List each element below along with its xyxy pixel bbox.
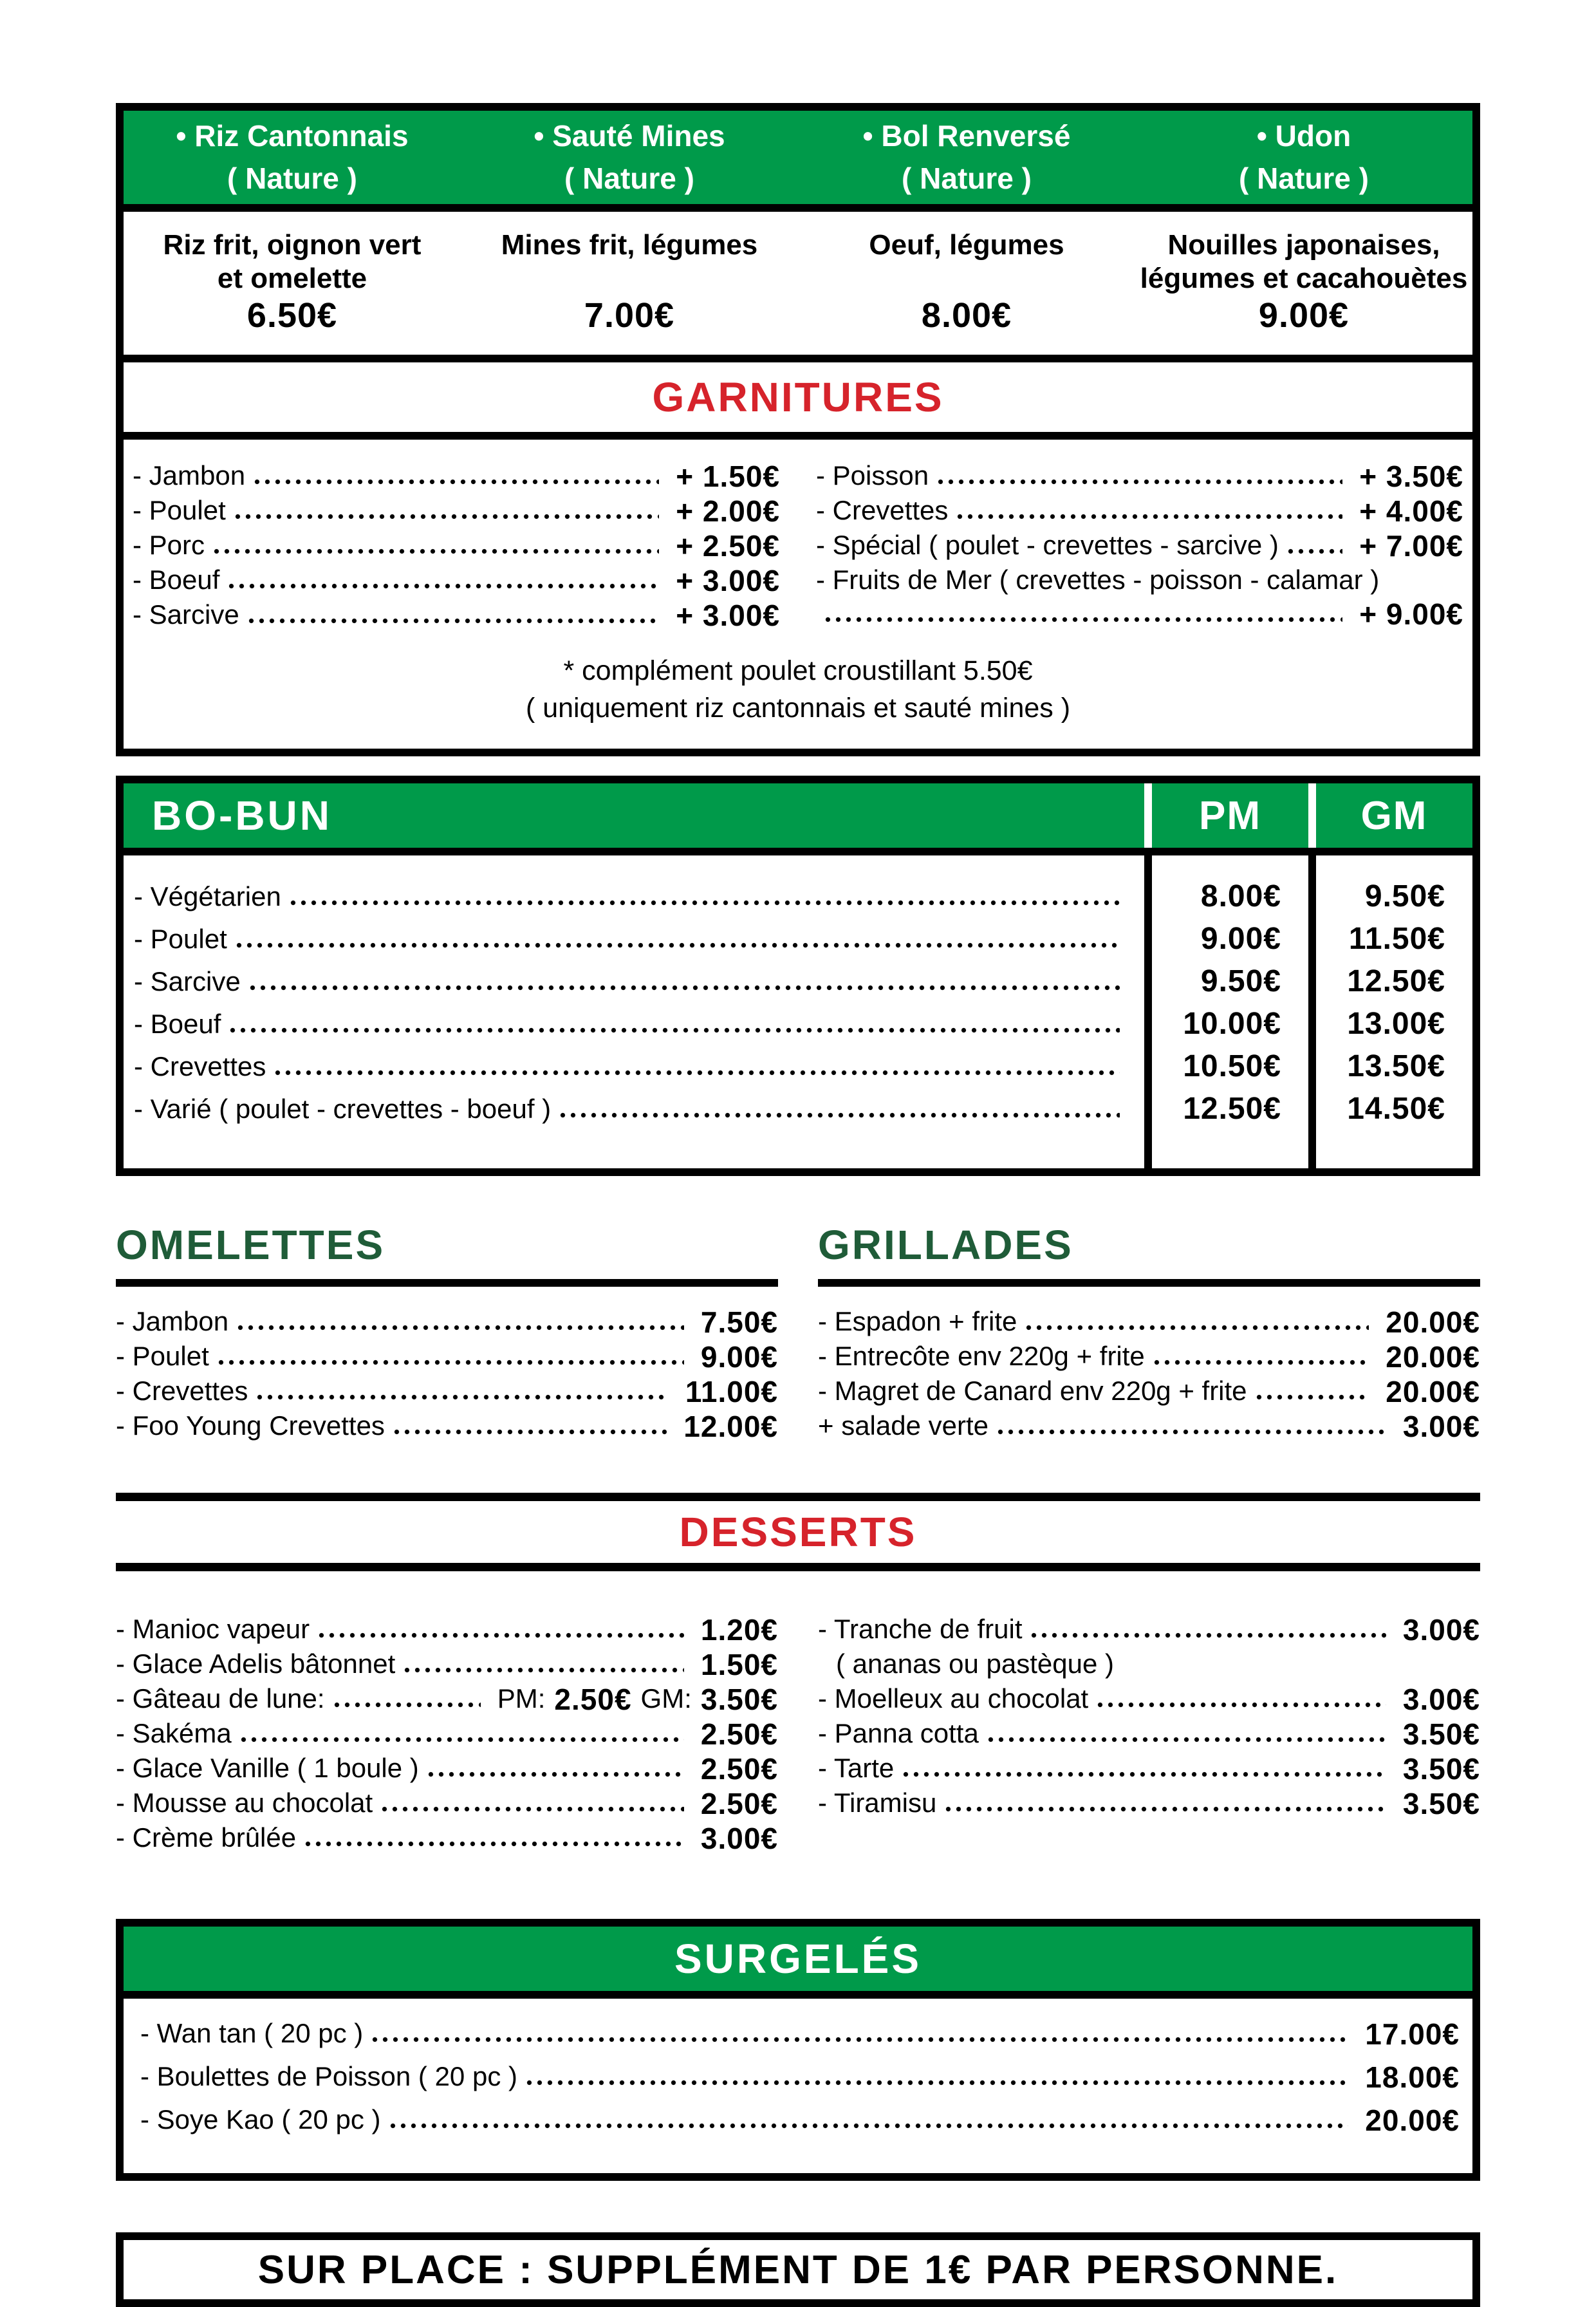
dotted-leader [241,1737,684,1742]
garnitures-right-column [816,460,1463,634]
menu-item-row [116,1375,778,1409]
item-label: - Sarcive [134,966,241,997]
item-price: 1.20€ [700,1613,778,1647]
item-label: - Mousse au chocolat [116,1788,373,1818]
item-label: - Crème brûlée [116,1822,297,1853]
menu-item-row [116,1341,778,1372]
item-label: - Tranche de fruit [818,1614,1023,1645]
dotted-leader [319,1632,684,1638]
menu-item-row [816,599,1463,629]
item-label: - Moelleux au chocolat [818,1683,1089,1714]
item-price: 7.50€ [700,1305,778,1340]
desserts-section [116,1493,1480,1857]
menu-item-row [133,565,780,595]
dotted-leader [560,1112,1120,1118]
item-price: 11.00€ [685,1375,778,1409]
menu-item-row [116,1648,778,1682]
menu-item-row [818,1305,1480,1340]
menu-item-row [116,1787,778,1821]
menu-item-row [818,1410,1480,1444]
pm-price: 10.00€ [1183,1007,1281,1041]
dotted-leader [214,548,659,554]
item-label: - Gâteau de lune: [116,1683,325,1714]
item-label: - Espadon + frite [818,1306,1017,1337]
description-line: Nouilles japonaises, [1167,229,1440,261]
dotted-leader [1031,1632,1386,1638]
item-label: - Boeuf [133,565,220,595]
plate-column-header [124,118,461,197]
item-label: - Porc [133,530,205,560]
menu-item-row [116,1305,778,1340]
item-label: - Boulettes de Poisson ( 20 pc ) [140,2061,517,2092]
item-label: - Tarte [818,1753,895,1784]
surgeles-items [124,1999,1472,2173]
dotted-leader [526,2080,1348,2086]
dotted-leader [248,618,660,624]
item-label: - Foo Young Crevettes [116,1410,385,1441]
garnitures-note [124,634,1472,749]
menu-item-row [818,1787,1480,1821]
grillades-items [818,1305,1480,1444]
plate-price: 9.00€ [1258,296,1350,335]
gm-price: 13.00€ [1347,1007,1445,1041]
omelettes-grillades-section [116,1221,1480,1445]
dotted-leader [290,900,1120,906]
description-line: et omelette [217,262,367,294]
omelettes-title: OMELETTES [116,1221,778,1287]
item-price: 3.00€ [700,1822,778,1856]
item-label: - Poulet [134,924,227,955]
menu-item-row [133,599,780,630]
item-label: - Crevettes [134,1051,266,1082]
description-line: Oeuf, légumes [869,229,1064,261]
pm-price: 8.00€ [1200,879,1281,914]
plates-header-bar [124,111,1472,204]
gm-price: 12.50€ [1347,964,1445,999]
desserts-right-column [818,1614,1480,1857]
dotted-leader [988,1737,1386,1742]
divider [116,1493,1480,1501]
dotted-leader [957,514,1342,519]
column-separator [1144,855,1152,1168]
plate-subtitle: ( Nature ) [564,161,694,195]
dotted-leader [938,479,1342,485]
divider [124,204,1472,212]
plate-description [1135,212,1472,294]
pm-price: 12.50€ [1183,1092,1281,1126]
item-label: - Fruits de Mer ( crevettes - poisson - calamar ) [816,565,1380,595]
item-label: - Végétarien [134,881,281,912]
plate-column [798,212,1135,355]
dotted-leader [382,1806,684,1812]
menu-item-row [818,1375,1480,1409]
dotted-leader [230,1027,1120,1033]
plate-price: 8.00€ [921,296,1012,335]
item-label: - Manioc vapeur [116,1614,310,1645]
item-label: - Soye Kao ( 20 pc ) [140,2104,381,2135]
item-price: 3.50€ [1402,1717,1480,1751]
size-label: GM: [640,1683,692,1714]
garnitures-left-column [133,460,780,634]
dotted-leader [334,1702,481,1708]
item-label: - Glace Vanille ( 1 boule ) [116,1753,419,1784]
plate-name: • Udon [1256,119,1351,153]
item-label: - Poisson [816,460,929,490]
bobun-title: BO-BUN [124,783,1144,848]
size-label: PM: [497,1683,546,1714]
plates-body [124,212,1472,355]
pm-price: 9.50€ [1200,964,1281,999]
item-label: - Crevettes [116,1376,248,1406]
plate-column [1135,212,1472,355]
dotted-leader [404,1667,684,1673]
dotted-leader [250,985,1120,991]
item-price: 2.50€ [700,1752,778,1786]
description-line: Mines frit, légumes [501,229,758,261]
dotted-leader [428,1771,684,1777]
plate-name: • Riz Cantonnais [176,119,409,153]
dotted-leader [305,1841,684,1847]
menu-item-row [133,495,780,526]
grillades-title: GRILLADES [818,1221,1480,1287]
column-gap [1308,783,1316,848]
item-price: 2.50€ [554,1683,632,1717]
pm-column-header: PM [1152,783,1308,848]
item-price: + 3.50€ [1359,460,1463,493]
item-label: - Boeuf [134,1009,221,1040]
gm-price: 14.50€ [1347,1092,1445,1126]
bobun-row [134,1009,1472,1040]
dotted-leader [1288,548,1342,554]
dotted-leader [903,1771,1386,1777]
plate-column [461,212,798,355]
note-line: ( uniquement riz cantonnais et sauté mines ) [525,693,1071,724]
item-price: 9.00€ [700,1340,778,1374]
dotted-leader [945,1806,1386,1812]
gm-price: 9.50€ [1364,879,1445,914]
menu-item-row [140,2060,1460,2095]
item-label: - Wan tan ( 20 pc ) [140,2018,364,2049]
menu-item-row [818,1341,1480,1372]
divider [116,1563,1480,1571]
menu-item-row [140,2104,1460,2138]
bobun-row [134,1094,1472,1125]
desserts-title-row [116,1501,1480,1563]
item-price: 12.00€ [683,1410,778,1444]
description-line: légumes et cacahouètes [1140,262,1468,294]
dotted-leader [372,2037,1348,2042]
dotted-leader [390,2123,1349,2129]
plate-column-header [1135,118,1472,197]
item-price: 18.00€ [1365,2060,1460,2095]
menu-item-row [818,1683,1480,1717]
item-price: + 7.00€ [1359,529,1463,563]
plate-price: 6.50€ [246,296,338,335]
item-price: 20.00€ [1365,2104,1460,2138]
item-price: 20.00€ [1386,1375,1480,1409]
item-price: 3.00€ [1402,1410,1480,1444]
dotted-leader [394,1429,667,1435]
item-label: - Magret de Canard env 220g + frite [818,1376,1247,1406]
item-label: - Spécial ( poulet - crevettes - sarcive ) [816,530,1279,560]
bobun-row [134,881,1472,912]
menu-item-row [816,460,1463,491]
menu-item-row [816,565,1463,595]
plate-column [124,212,461,355]
bobun-header-bar [124,783,1472,848]
item-label: - Entrecôte env 220g + frite [818,1341,1145,1372]
item-label: - Sarcive [133,599,239,630]
menu-item-row [140,2018,1460,2049]
menu-item-row [116,1410,778,1444]
item-price: 3.50€ [700,1683,778,1717]
item-price: + 1.50€ [676,460,780,493]
menu-item-row [133,460,780,491]
plate-description [798,212,1135,290]
dotted-leader [228,583,659,589]
item-price: + 3.00€ [676,564,780,597]
item-label: - Sakéma [116,1718,232,1749]
gm-column-header: GM [1316,783,1472,848]
note-line: * complément poulet croustillant 5.50€ [563,655,1033,686]
item-price: 3.50€ [1402,1787,1480,1821]
divider [124,848,1472,855]
menu-item-row [818,1718,1480,1749]
dotted-leader [235,514,659,519]
item-price: + 9.00€ [1359,597,1463,631]
desserts-left-column [116,1614,778,1857]
dotted-leader [1026,1325,1369,1331]
surgeles-title-bar [124,1927,1472,1991]
plates-and-garnitures-box [116,103,1480,756]
dotted-leader [998,1429,1386,1435]
surgeles-title: SURGELÉS [674,1936,922,1983]
bobun-label-cell [134,1009,1144,1040]
garnitures-items [124,440,1472,634]
plate-name: • Bol Renversé [862,119,1071,153]
plate-column-header [461,118,798,197]
item-price: 20.00€ [1386,1340,1480,1374]
plate-description [461,212,798,290]
item-label: + salade verte [818,1410,989,1441]
item-price: 2.50€ [700,1717,778,1751]
item-label: - Glace Adelis bâtonnet [116,1649,396,1679]
item-price: 3.00€ [1402,1683,1480,1717]
pm-price: 9.00€ [1200,922,1281,957]
menu-item-row [818,1649,1480,1679]
bobun-label-cell [134,924,1144,955]
plate-subtitle: ( Nature ) [227,161,357,195]
item-price: + 2.00€ [676,494,780,528]
grillades-column [818,1221,1480,1445]
item-label: - Jambon [116,1306,229,1337]
menu-item-row [816,495,1463,526]
surgeles-box [116,1919,1480,2181]
item-price: 17.00€ [1365,2017,1460,2051]
item-price: 3.50€ [1402,1752,1480,1786]
menu-page [116,0,1480,2307]
item-label: - Crevettes [816,495,949,525]
divider [124,355,1472,362]
garnitures-title-row [124,362,1472,432]
dotted-leader [275,1070,1120,1076]
item-price: 1.50€ [700,1648,778,1682]
bobun-body [124,855,1472,1168]
menu-item-row [116,1753,778,1784]
garnitures-title: GARNITURES [652,374,944,420]
gm-price: 13.50€ [1347,1049,1445,1084]
item-label: - Jambon [133,460,246,490]
footer-box [116,2232,1480,2307]
item-price: 20.00€ [1386,1305,1480,1340]
menu-item-row [133,530,780,561]
divider [124,432,1472,440]
plate-subtitle: ( Nature ) [1239,161,1369,195]
menu-item-row [116,1822,778,1856]
dotted-leader [237,1325,684,1331]
item-label: - Tiramisu [818,1788,937,1818]
omelettes-items [116,1305,778,1444]
menu-item-row [116,1683,778,1717]
menu-item-row [818,1753,1480,1784]
bobun-label-cell [134,881,1144,912]
bobun-label-cell [134,966,1144,997]
dotted-leader [825,617,1342,622]
divider [124,1991,1472,1999]
dotted-leader [254,479,659,485]
desserts-items [116,1614,1480,1857]
dotted-leader [1097,1702,1386,1708]
menu-item-row [816,530,1463,561]
bobun-row [134,924,1472,955]
item-price: + 3.00€ [676,599,780,632]
item-label: - Panna cotta [818,1718,979,1749]
item-price: + 2.50€ [676,529,780,563]
item-price: 2.50€ [700,1787,778,1821]
bobun-row [134,966,1472,997]
bobun-table [116,776,1480,1176]
gm-price: 11.50€ [1348,922,1445,957]
bobun-label-cell [134,1051,1144,1082]
desserts-title: DESSERTS [679,1509,917,1556]
menu-item-row [116,1614,778,1645]
dotted-leader [1154,1359,1369,1365]
plate-column-header [798,118,1135,197]
plate-price: 7.00€ [584,296,675,335]
plate-subtitle: ( Nature ) [902,161,1032,195]
menu-item-row [116,1718,778,1749]
bobun-label-cell [134,1094,1144,1125]
column-separator [1308,855,1316,1168]
dotted-leader [236,942,1120,948]
footer-text: SUR PLACE : SUPPLÉMENT DE 1€ PAR PERSONNE. [257,2247,1339,2292]
bobun-row [134,1051,1472,1082]
menu-item-row [818,1614,1480,1645]
item-label: - Poulet [116,1341,209,1372]
item-price: + 4.00€ [1359,494,1463,528]
item-price: 3.00€ [1402,1613,1480,1647]
item-label: ( ananas ou pastèque ) [836,1649,1114,1679]
dotted-leader [257,1394,668,1400]
column-gap [1144,783,1152,848]
plate-name: • Sauté Mines [534,119,725,153]
description-line: Riz frit, oignon vert [163,229,422,261]
item-label: - Poulet [133,495,226,525]
dotted-leader [218,1359,684,1365]
omelettes-column [116,1221,778,1445]
pm-price: 10.50€ [1183,1049,1281,1084]
plate-description [124,212,461,294]
item-label: - Varié ( poulet - crevettes - boeuf ) [134,1094,552,1125]
dotted-leader [1256,1394,1369,1400]
